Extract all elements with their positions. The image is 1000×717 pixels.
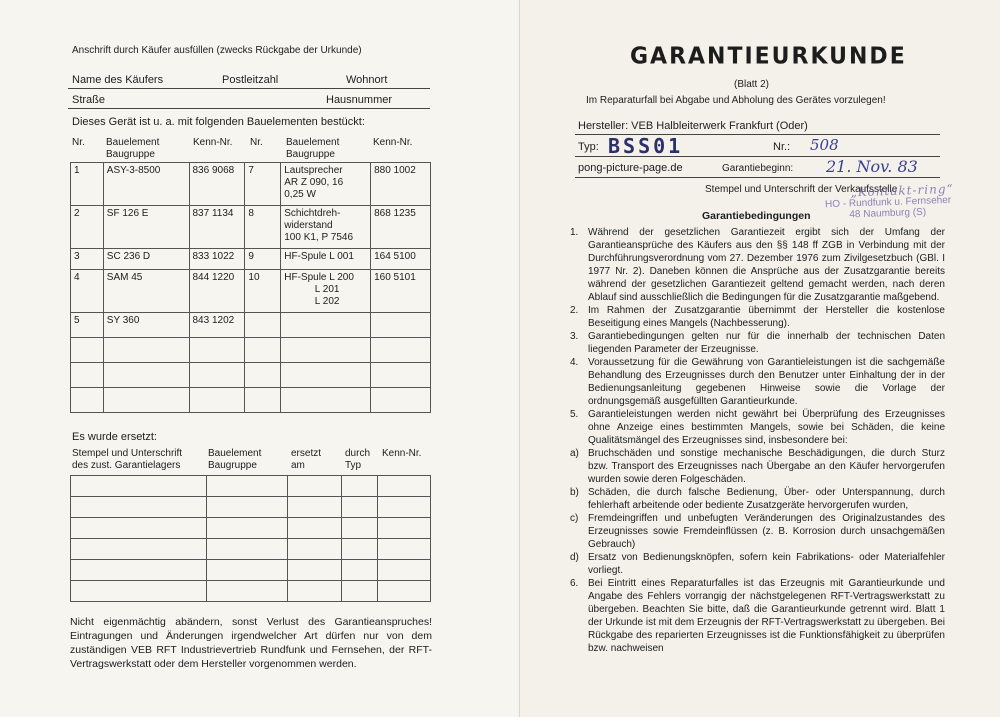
replaced-row	[71, 560, 431, 581]
replaced-cell[interactable]	[342, 560, 378, 581]
table-cell-kenn2: 868 1235	[371, 206, 431, 249]
replaced-cell[interactable]	[288, 539, 342, 560]
subcondition-item	[570, 447, 945, 486]
table-cell-element2: HF-Spule L 001	[281, 249, 371, 270]
replaced-cell[interactable]	[71, 497, 207, 518]
right-page	[520, 0, 1000, 717]
table-cell-kenn: 844 1220	[189, 270, 245, 313]
buyer-line[interactable]	[68, 88, 430, 89]
replaced-cell[interactable]	[378, 581, 431, 602]
table-cell-element2: HF-Spule L 200 L 201 L 202	[281, 270, 371, 313]
table-cell-nr2: 9	[245, 249, 281, 270]
table-cell-kenn2	[371, 388, 431, 413]
nr-label: Nr.:	[773, 141, 791, 153]
dealer-stamp	[814, 183, 965, 221]
stamp-label: Stempel und Unterschrift der Verkaufsstelle	[705, 184, 898, 195]
table-cell-element2: Lautsprecher AR Z 090, 16 0,25 W	[281, 163, 371, 206]
table-cell-nr	[71, 388, 104, 413]
table-row	[71, 206, 431, 249]
buyer-name-label: Name des Käufers	[72, 74, 164, 86]
table-cell-element2	[281, 363, 371, 388]
subcondition-item	[570, 512, 945, 551]
table-cell-kenn2	[371, 313, 431, 338]
document-title: GARANTIEURKUNDE	[630, 43, 907, 70]
table-cell-kenn2	[371, 363, 431, 388]
replaced-cell[interactable]	[342, 497, 378, 518]
subcondition-item-number: c)	[570, 513, 579, 524]
house-number-label: Hausnummer	[326, 94, 393, 106]
table-cell-nr2	[245, 363, 281, 388]
table-row	[71, 388, 431, 413]
table-cell-kenn: 837 1134	[189, 206, 245, 249]
subcondition-item-number: a)	[570, 448, 579, 459]
subcondition-item-text: Bruchschäden und sonstige mechanische Beschädigungen, die durch Sturz bzw. Transport des Erzeugnisses nach Übergabe an den Käufer hervorgerufen wurden sowie deren Folgeschäden.	[588, 448, 945, 485]
condition-item	[570, 226, 945, 304]
guarantee-start-value[interactable]: 21. Nov. 83	[826, 157, 918, 176]
components-table	[70, 162, 431, 413]
replaced-cell[interactable]	[288, 518, 342, 539]
type-label: Typ:	[578, 141, 599, 153]
table-cell-kenn: 836 9068	[189, 163, 245, 206]
condition-item-text: Während der gesetzlichen Garantiezeit ergibt sich der Umfang der Garantieansprüche des Käufers aus den §§ 148 ff ZGB in Verbindung mit der Durchführungsverordnung vom 27. Dezember 1976 zum Zivilgesetzbuch (GBl. I 1977 Nr. 2). Daneben können die Ansprüche aus der Zusatzgarantie bereits während der gesetzlichen Garantiezeit geltend gemacht werden, nach deren Ablauf sind ausschließlich die Bedingungen für die Zusatzgarantie maßgebend.	[588, 227, 945, 303]
col-element2-header: Bauelement	[286, 137, 340, 148]
replaced-row	[71, 581, 431, 602]
replaced-table	[70, 475, 431, 602]
table-cell-element	[103, 363, 189, 388]
replaced-cell[interactable]	[206, 518, 288, 539]
stamp-line-1: „Kontakt-ring“	[850, 181, 954, 200]
condition-item-text: Garantieleistungen werden nicht gewährt bei Überprüfung des Erzeugnisses ohne Anzeige eines bestimmten Mangels, sowie bei Schäden, die keine Qualitätsmängel des Erzeugnisses sind, insbesondere bei:	[588, 409, 945, 446]
replaced-cell[interactable]	[71, 539, 207, 560]
replaced-date-header: ersetzt am	[291, 448, 322, 471]
table-cell-kenn: 833 1022	[189, 249, 245, 270]
conditions-list	[570, 226, 945, 655]
subcondition-item-text: Schäden, die durch falsche Bedienung, Über- oder Unterspannung, durch fehlerhaft arbeitende oder bediente Zusatzgeräte hervorgerufen wurden,	[588, 487, 945, 511]
col-nr2-header: Nr.	[250, 137, 263, 148]
subcondition-item-text: Ersatz von Bedienungsknöpfen, sofern kein Fabrikations- oder Materialfehler vorliegt.	[588, 552, 945, 576]
replaced-cell[interactable]	[206, 560, 288, 581]
replaced-cell[interactable]	[71, 476, 207, 497]
rule	[575, 177, 940, 178]
table-row	[71, 338, 431, 363]
replaced-cell[interactable]	[342, 476, 378, 497]
table-cell-nr2	[245, 338, 281, 363]
source-text: pong-picture-page.de	[578, 162, 683, 174]
col-group2-header: Baugruppe	[286, 149, 335, 160]
replaced-row	[71, 497, 431, 518]
table-cell-element	[103, 338, 189, 363]
replaced-cell[interactable]	[342, 518, 378, 539]
replaced-cell[interactable]	[288, 560, 342, 581]
table-row	[71, 363, 431, 388]
col-kenn2-header: Kenn-Nr.	[373, 137, 413, 148]
col-element-header: Bauelement	[106, 137, 160, 148]
condition-item-number: 4.	[570, 357, 579, 368]
table-cell-nr: 3	[71, 249, 104, 270]
replaced-stamp-header: Stempel und Unterschrift des zust. Garantielagers	[72, 448, 183, 471]
condition-item-text: Im Rahmen der Zusatzgarantie übernimmt der Hersteller die kostenlose Beseitigung eines Mangels (Nachbesserung).	[588, 305, 945, 329]
condition-item-number: 6.	[570, 578, 579, 589]
replaced-cell[interactable]	[206, 581, 288, 602]
subcondition-item-number: d)	[570, 552, 579, 563]
table-cell-kenn	[189, 388, 245, 413]
replaced-cell[interactable]	[342, 581, 378, 602]
replaced-row	[71, 518, 431, 539]
table-cell-kenn2: 880 1002	[371, 163, 431, 206]
replaced-row	[71, 476, 431, 497]
subcondition-item-text: Fremdeingriffen und unbefugten Veränderungen des Originalzustandes des Erzeugnisses sowie Fremdeinflüssen (z. B. Korrosion durch unsachgemäßen Gebrauch)	[588, 513, 945, 550]
replaced-cell[interactable]	[342, 539, 378, 560]
replaced-cell[interactable]	[71, 560, 207, 581]
table-cell-element2: Schichtdreh- widerstand 100 K1, P 7546	[281, 206, 371, 249]
condition-item-number: 5.	[570, 409, 579, 420]
condition-item-number: 3.	[570, 331, 579, 342]
replaced-cell[interactable]	[206, 476, 288, 497]
components-intro: Dieses Gerät ist u. a. mit folgenden Bauelementen bestückt:	[72, 116, 365, 128]
table-cell-kenn	[189, 338, 245, 363]
replaced-kenn-header: Kenn-Nr.	[382, 448, 422, 459]
manufacturer: Hersteller: VEB Halbleiterwerk Frankfurt (Oder)	[578, 120, 808, 132]
replaced-cell[interactable]	[378, 539, 431, 560]
condition-item	[570, 356, 945, 408]
table-cell-nr: 1	[71, 163, 104, 206]
replaced-cell[interactable]	[378, 560, 431, 581]
sheet-number: (Blatt 2)	[734, 79, 770, 90]
replaced-row	[71, 539, 431, 560]
table-cell-element2	[281, 338, 371, 363]
table-cell-nr: 4	[71, 270, 104, 313]
table-cell-nr2: 8	[245, 206, 281, 249]
replaced-cell[interactable]	[378, 476, 431, 497]
condition-item	[570, 577, 945, 655]
residence-label: Wohnort	[346, 74, 388, 86]
street-line[interactable]	[68, 108, 430, 109]
table-cell-element: SAM 45	[103, 270, 189, 313]
table-cell-kenn2	[371, 338, 431, 363]
replaced-type-header: durch Typ	[345, 448, 371, 471]
subcondition-item-number: b)	[570, 487, 579, 498]
col-nr-header: Nr.	[72, 137, 85, 148]
table-cell-nr: 5	[71, 313, 104, 338]
replaced-cell[interactable]	[378, 518, 431, 539]
table-cell-kenn2: 164 5100	[371, 249, 431, 270]
stamp-line-3: 48 Naumburg (S)	[849, 206, 927, 221]
condition-item-text: Voraussetzung für die Gewährung von Garantieleistungen ist die sachgemäße Behandlung des Erzeugnisses durch den Benutzer unter Einhaltung der in der Bedienungsanleitung gegebenen Hinweise sowie die Vorlage der ordnungsgemäß ausgefüllten Garantieurkunde.	[588, 357, 945, 407]
replaced-cell[interactable]	[288, 497, 342, 518]
table-row	[71, 249, 431, 270]
table-cell-nr	[71, 338, 104, 363]
table-cell-kenn: 843 1202	[189, 313, 245, 338]
col-kenn-header: Kenn-Nr.	[193, 137, 233, 148]
guarantee-start-label: Garantiebeginn:	[722, 163, 794, 174]
table-row	[71, 163, 431, 206]
street-label: Straße	[72, 94, 106, 106]
nr-value[interactable]: 508	[810, 136, 839, 154]
replaced-cell[interactable]	[378, 497, 431, 518]
table-cell-nr2	[245, 313, 281, 338]
subcondition-item	[570, 551, 945, 577]
replaced-cell[interactable]	[206, 539, 288, 560]
table-cell-element: SC 236 D	[103, 249, 189, 270]
replaced-title: Es wurde ersetzt:	[72, 431, 157, 443]
table-cell-kenn2: 160 5101	[371, 270, 431, 313]
table-cell-nr	[71, 363, 104, 388]
stamp-line-2: HO - Rundfunk u. Fernseher	[824, 194, 952, 211]
condition-item-text: Bei Eintritt eines Reparaturfalles ist das Erzeugnis mit Garantieurkunde und Angabe des Fehlers vorrangig der nächstgelegenen RFT-Vertragswerkstatt zu übergeben. Beachten Sie bitte, daß die Garantieurkunde getrennt wird. Blatt 1 der Urkunde ist mit dem Erzeugnis der RFT-Vertragswerkstatt zu übergeben. Bei Rückgabe des reparierten Erzeugnisses ist die Funktionsfähigkeit zu überprüfen bzw. nachweisen	[588, 578, 945, 654]
condition-item-number: 1.	[570, 227, 579, 238]
conditions-title: Garantiebedingungen	[702, 210, 811, 222]
postcode-label: Postleitzahl	[222, 74, 279, 86]
table-cell-nr: 2	[71, 206, 104, 249]
replaced-element-header: Bauelement Baugruppe	[208, 448, 262, 471]
table-cell-element: ASY-3-8500	[103, 163, 189, 206]
condition-item	[570, 330, 945, 356]
replaced-cell[interactable]	[288, 581, 342, 602]
table-cell-element2	[281, 313, 371, 338]
table-cell-element2	[281, 388, 371, 413]
replaced-cell[interactable]	[206, 497, 288, 518]
table-cell-element: SY 360	[103, 313, 189, 338]
condition-item-text: Garantiebedingungen gelten nur für die innerhalb der technischen Daten liegenden Parameter der Erzeugnisse.	[588, 331, 945, 355]
table-cell-kenn	[189, 363, 245, 388]
table-row	[71, 270, 431, 313]
table-row	[71, 313, 431, 338]
condition-item	[570, 304, 945, 330]
table-cell-nr2: 10	[245, 270, 281, 313]
type-value[interactable]: BSS01	[608, 134, 684, 158]
subtitle: Im Reparaturfall bei Abgabe und Abholung des Gerätes vorzulegen!	[586, 95, 886, 106]
subcondition-item	[570, 486, 945, 512]
table-cell-element	[103, 388, 189, 413]
table-cell-nr2: 7	[245, 163, 281, 206]
col-group-header: Baugruppe	[106, 149, 155, 160]
address-instruction: Anschrift durch Käufer ausfüllen (zwecks Rückgabe der Urkunde)	[72, 45, 362, 56]
table-cell-nr2	[245, 388, 281, 413]
replaced-cell[interactable]	[71, 518, 207, 539]
replaced-cell[interactable]	[71, 581, 207, 602]
table-cell-element: SF 126 E	[103, 206, 189, 249]
footer-notice: Nicht eigenmächtig abändern, sonst Verlust des Garantieanspruches! Eintragungen und Änderungen irgendwelcher Art dürfen nur von dem zuständigen VEB RFT Industrievertrieb Rundfunk und Fernsehen, der RFT-Vertragswerkstatt oder dem Hersteller vorgenommen werden.	[70, 616, 432, 670]
replaced-cell[interactable]	[288, 476, 342, 497]
condition-item	[570, 408, 945, 447]
condition-item-number: 2.	[570, 305, 579, 316]
